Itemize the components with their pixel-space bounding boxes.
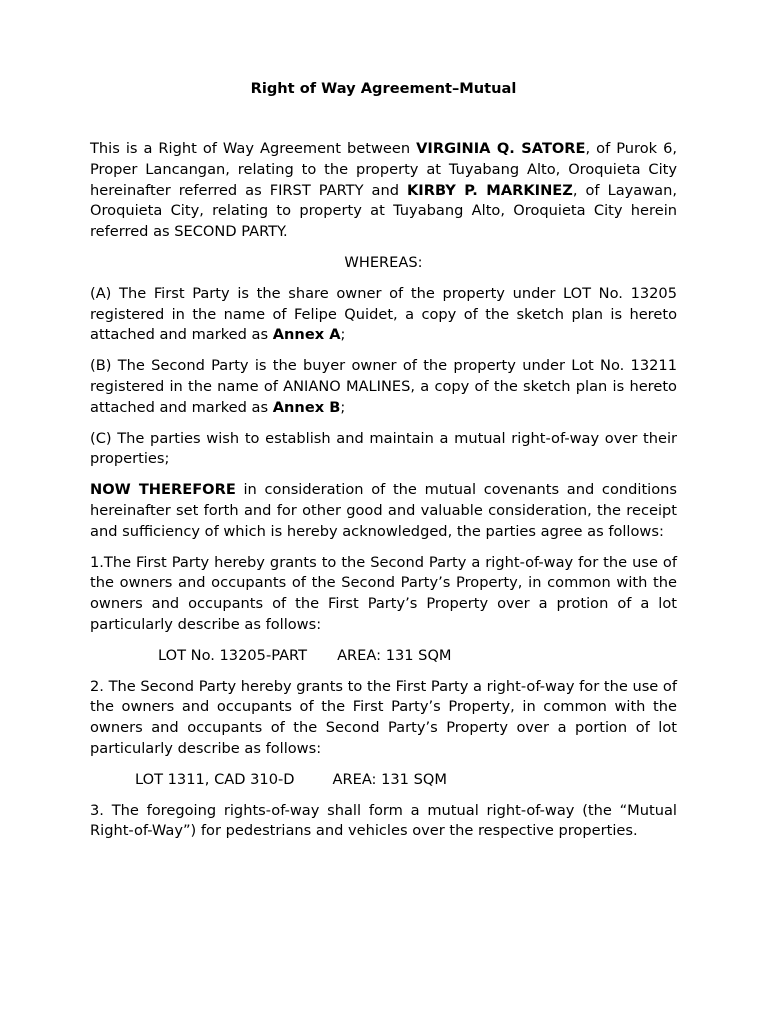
- lot-1-line: [90, 646, 677, 667]
- lot-1-area: AREA: 131 SQM: [337, 646, 452, 664]
- item-3: 3. The foregoing rights-of-way shall form a mutual right-of-way (the “Mutual Right-of-Way”) for pedestrians and vehicles over the respective properties.: [90, 801, 677, 840]
- item-1: 1.The First Party hereby grants to the Second Party a right-of-way for the use of the owners and occupants of the Second Party’s Property, in common with the owners and occupants of the First Party’s Property over a protion of a lot particularly describe as follows:: [90, 553, 677, 633]
- now-therefore-label: NOW THEREFORE: [90, 481, 236, 499]
- clause-b-end: ;: [340, 398, 346, 416]
- now-therefore-paragraph: [90, 480, 677, 542]
- second-party-name: KIRBY P. MARKINEZ: [406, 181, 573, 199]
- intro-text-1: This is a Right of Way Agreement between: [90, 140, 417, 157]
- annex-a-label: Annex A: [272, 326, 341, 344]
- intro-text-2: , of Purok 6, Proper Lancangan, relating to the property at Tuyabang Alto, Oroquieta City hereinafter referred as FIRST PARTY and: [90, 140, 678, 199]
- lot-2-line: [90, 770, 677, 791]
- clause-c: (C) The parties wish to establish and maintain a mutual right-of-way over their properties;: [90, 429, 677, 468]
- clause-b: [90, 356, 677, 418]
- intro-paragraph: [90, 139, 677, 243]
- annex-b-label: Annex B: [272, 398, 341, 416]
- first-party-name: VIRGINIA Q. SATORE: [416, 140, 586, 157]
- clause-a: [90, 284, 677, 346]
- lot-1-number: LOT No. 13205-PART: [158, 646, 308, 664]
- clause-a-text: (A) The First Party is the share owner of the property under LOT No. 13205 registered in the name of Felipe Quidet, a copy of the sketch plan is hereto attached and marked as: [90, 284, 677, 344]
- clause-a-end: ;: [340, 326, 346, 344]
- lot-2-area: AREA: 131 SQM: [332, 770, 447, 788]
- clause-b-text: (B) The Second Party is the buyer owner of the property under Lot No. 13211 registered in the name of ANIANO MALINES, a copy of the sketch plan is hereto attached and marked as: [90, 357, 677, 416]
- whereas-heading: WHEREAS:: [344, 253, 423, 271]
- lot-2-number: LOT 1311, CAD 310-D: [135, 770, 295, 788]
- intro-text-3: , of Layawan, Oroquieta City, relating to property at Tuyabang Alto, Oroquieta City herein referred as SECOND PARTY.: [90, 181, 677, 241]
- item-2: 2. The Second Party hereby grants to the First Party a right-of-way for the use of the owners and occupants of the First Party’s Property, in common with the owners and occupants of the Second Party’s Property over a portion of lot particularly describe as follows:: [90, 677, 677, 757]
- now-therefore-text: in consideration of the mutual covenants and conditions hereinafter set forth and for other good and valuable consideration, the receipt and sufficiency of which is hereby acknowledged, the parties agree as follows:: [90, 481, 678, 540]
- document-title: Right of Way Agreement–Mutual: [250, 80, 517, 97]
